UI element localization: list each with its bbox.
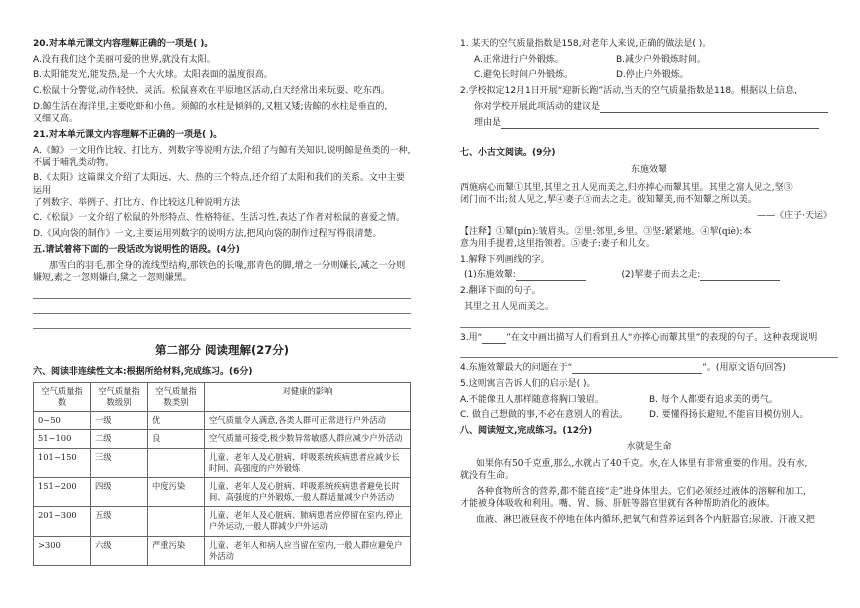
table-row (34, 477, 411, 506)
table-row (34, 412, 411, 430)
table-cell: 儿童、老年人和病人应当留在室内,一般人群应避免户外活动 (205, 536, 411, 565)
essay-paragraph: 血液、淋巴液昼夜不停地在体内循环,把氧气和营养运到各个内脏器官;尿液、汗液又把 (476, 514, 815, 525)
table-cell: 三级 (91, 448, 148, 477)
table-cell: 四级 (91, 477, 148, 506)
part-2-title: 第二部分 阅读理解(27分) (154, 342, 290, 357)
subquestion-1-item-2: (2)挈妻子而去之走: (621, 270, 701, 281)
table-row (34, 507, 411, 536)
section-5-passage-cont: 嫌短,素之一忽则嫌白,黛之一忽则嫌黑。 (33, 272, 192, 283)
question-20-option-d: D.鲸生活在海洋里,主要吃虾和小鱼。须鲸的水柱是倾斜的,又粗又矮;齿鲸的水柱是垂直的, (33, 101, 388, 112)
answer-blank[interactable] (700, 271, 780, 281)
subquestion-3: 3.用“ (460, 332, 483, 343)
question-21-option-d: D.《风向袋的制作》一文,主要运用列数字的说明方法,把风向袋的制作过程写得很清楚。 (33, 229, 382, 240)
table-cell: 五级 (91, 507, 148, 536)
table-cell: 儿童、老年人及心脏病、呼吸系统疾病患者避免长时间、高强度的户外锻炼,一般人群适量减少户外活动 (205, 477, 411, 506)
question-20-option-c: C.松鼠十分警觉,动作轻快、灵活。松鼠喜欢在平原地区活动,白天经常出来玩耍、吃东西。 (33, 86, 390, 97)
table-header-row (34, 382, 411, 411)
table-cell-blank[interactable] (148, 507, 205, 536)
table-cell: 0~50 (34, 412, 91, 430)
option-c: C.避免长时间户外锻炼。 (474, 70, 574, 81)
question-6-1-options (460, 54, 838, 66)
subquestion-5-options (460, 394, 838, 406)
question-21-option-a: A.《鲸》一文用作比较、打比方、列数字等说明方法,介绍了与鲸有关知识,说明鲸是鱼类的一种, (33, 145, 411, 156)
question-21-option-b-cont: 了列数字、举例子、打比方、作比较这几种说明方法 (33, 197, 241, 208)
option-a: A.不能像丑人那样随意将胸口皱眉。 (460, 394, 604, 405)
underline-mark-blank[interactable] (482, 334, 506, 344)
section-7-title: 七、小古文阅读。(9分) (460, 147, 556, 158)
subquestion-4-cont: ”。(用原文语句回答) (702, 363, 786, 374)
story-title: 东施效颦 (630, 164, 667, 175)
subquestion-5: 5.这则寓言告诉人们的启示是( )。 (460, 378, 596, 389)
option-b: B. 每个人都要有追求美的勇气。 (649, 394, 778, 405)
question-6-2-stem: 2.学校拟定12月1日开展“迎新长跑”活动,当天的空气质量指数是118。根据以上信息, (460, 86, 797, 97)
answer-blank[interactable] (572, 364, 702, 374)
subquestion-5-options (460, 409, 838, 421)
left-column (33, 38, 411, 566)
option-d: D. 要懂得扬长避短,不能盲目模仿别人。 (649, 410, 809, 421)
table-cell: 二级 (91, 430, 148, 448)
story-text: 西施病心而颦①其里,其里之丑人见而美之,归亦捧心而颦其里。其里之富人见之,坚③ (460, 183, 793, 194)
section-8-title: 八、阅读短文,完成练习。(12分) (460, 426, 593, 437)
table-cell: 151~200 (34, 477, 91, 506)
air-quality-table (33, 382, 411, 566)
table-cell: 儿童、老年人及心脏病、呼吸系统疾病患者应减少长时间、高强度的户外锻炼 (205, 448, 411, 477)
suggestion-label: 你对学校开展此项活动的建议是 (474, 101, 601, 112)
question-21-stem: 21.对本单元课文内容理解不正确的一项是( )。 (33, 129, 223, 140)
table-cell: 201~300 (34, 507, 91, 536)
suggestion-blank[interactable] (600, 103, 828, 113)
table-cell: >300 (34, 536, 91, 565)
subquestion-2: 2.翻译下面的句子。 (460, 286, 541, 297)
essay-paragraph-cont: 才能被身体吸收和利用。嘴、胃、肠、肝脏等器官里就有各种帮助消化的液体。 (460, 499, 776, 510)
section-5-passage: 那雪白的羽毛,那全身的流线型结构,那铁色的长喙,那青色的脚,增之一分则嫌长,减之一分则 (49, 260, 406, 271)
answer-line[interactable] (33, 318, 411, 329)
table-row (34, 536, 411, 565)
sentence-to-translate: 其里之丑人见而美之。 (464, 301, 555, 312)
table-cell: 51~100 (34, 430, 91, 448)
essay-title: 水就是生命 (626, 441, 672, 452)
question-20-option-a: A.没有我们这个美丽可爱的世界,就没有太阳。 (33, 54, 216, 65)
table-cell: 六级 (91, 536, 148, 565)
table-cell: 儿童、老年人及心脏病、肺病患者应停留在室内,停止户外运动,一般人群减少户外运动 (205, 507, 411, 536)
table-row (34, 430, 411, 448)
answer-line[interactable] (460, 347, 838, 358)
question-6-1-stem: 1. 某天的空气质量指数是158,对老年人来说,正确的做法是( )。 (460, 39, 712, 49)
answer-line[interactable] (33, 288, 411, 299)
subquestion-1: 1.解释下列画线的字。 (460, 254, 550, 265)
question-21-option-a-cont: 不属于哺乳类动物。 (33, 157, 115, 168)
question-21-option-c: C.《松鼠》一文介绍了松鼠的外形特点、性格特征、生活习性,表达了作者对松鼠的喜爱之情。 (33, 213, 406, 224)
option-a: A.正常进行户外锻炼。 (474, 54, 564, 65)
table-row (34, 448, 411, 477)
reason-label: 理由是 (474, 117, 502, 128)
table-header-cell: 空气质量指数 (34, 382, 91, 411)
table-cell: 空气质量令人满意,各类人群可正常进行户外活动 (205, 412, 411, 430)
right-column (460, 38, 838, 530)
section-6-title: 六、阅读非连续性文本:根据所给材料,完成练习。(6分) (33, 367, 253, 378)
table-cell: 中度污染 (148, 477, 205, 506)
table-header-cell: 对健康的影响 (205, 382, 411, 411)
subquestion-1-item-1: (1)东施效颦: (464, 270, 516, 281)
table-cell: 空气质量可接受,极少数异常敏感人群应减少户外活动 (205, 430, 411, 448)
essay-paragraph: 如果你有50千克重,那么,水就占了40千克。水,在人体里有非常重要的作用。没有水, (476, 459, 808, 470)
answer-line[interactable] (460, 317, 770, 328)
question-20-option-b: B.太阳能发光,能发热,是一个大火球。太阳表面的温度很高。 (33, 70, 273, 81)
table-header-cell: 空气质量指数类别 (148, 382, 205, 411)
question-6-1-options (460, 69, 838, 81)
question-20-stem: 20.对本单元课文内容理解正确的一项是( )。 (33, 39, 214, 49)
subquestion-3-cont: ”在文中画出描写人们看到丑人“亦捧心而颦其里”的表现的句子。这种表现说明 (506, 332, 818, 343)
table-cell: 严重污染 (148, 536, 205, 565)
option-d: D.停止户外锻炼。 (616, 70, 689, 81)
table-cell: 101~150 (34, 448, 91, 477)
option-b: B.减少户外锻炼时间。 (616, 54, 707, 65)
reason-blank[interactable] (501, 119, 819, 129)
annotation-cont: 意为用手提着,这里指领着。⑤妻子:妻子和儿女。 (460, 238, 655, 249)
table-cell: 一级 (91, 412, 148, 430)
table-cell: 良 (148, 430, 205, 448)
essay-paragraph: 各种食物所含的营养,都不能直接“走”进身体里去。它们必须经过液体的溶解和加工, (476, 486, 806, 497)
table-cell: 优 (148, 412, 205, 430)
essay-paragraph-cont: 就没有生命。 (460, 471, 515, 482)
option-c: C. 做自己想做的事,不必在意别人的看法。 (460, 410, 628, 421)
subquestion-4: 4.东施效颦最大的问题在于“ (460, 363, 573, 374)
table-header-cell: 空气质量指数级别 (91, 382, 148, 411)
section-5-title: 五.请试着将下面的一段话改为说明性的语段。(4分) (33, 244, 240, 255)
question-21-option-b: B.《太阳》这篇课文介绍了太阳远、大、热的三个特点,还介绍了太阳和我们的关系。文中主要运用 (33, 173, 405, 196)
question-20-option-d-cont: 又细又高。 (33, 114, 79, 125)
table-cell-blank[interactable] (148, 448, 205, 477)
story-source: ——《庄子·天运》 (757, 210, 832, 221)
story-text-cont: 闭门而不出;贫人见之,挈④妻子⑤而去之走。彼知颦美,而不知颦之所以美。 (460, 195, 757, 206)
annotation: 【注释】①颦(pín):皱眉头。②里:邻里,乡里。③坚:紧紧地。④挈(qiè):本 (460, 226, 752, 237)
answer-blank[interactable] (516, 271, 586, 281)
answer-line[interactable] (33, 303, 411, 314)
